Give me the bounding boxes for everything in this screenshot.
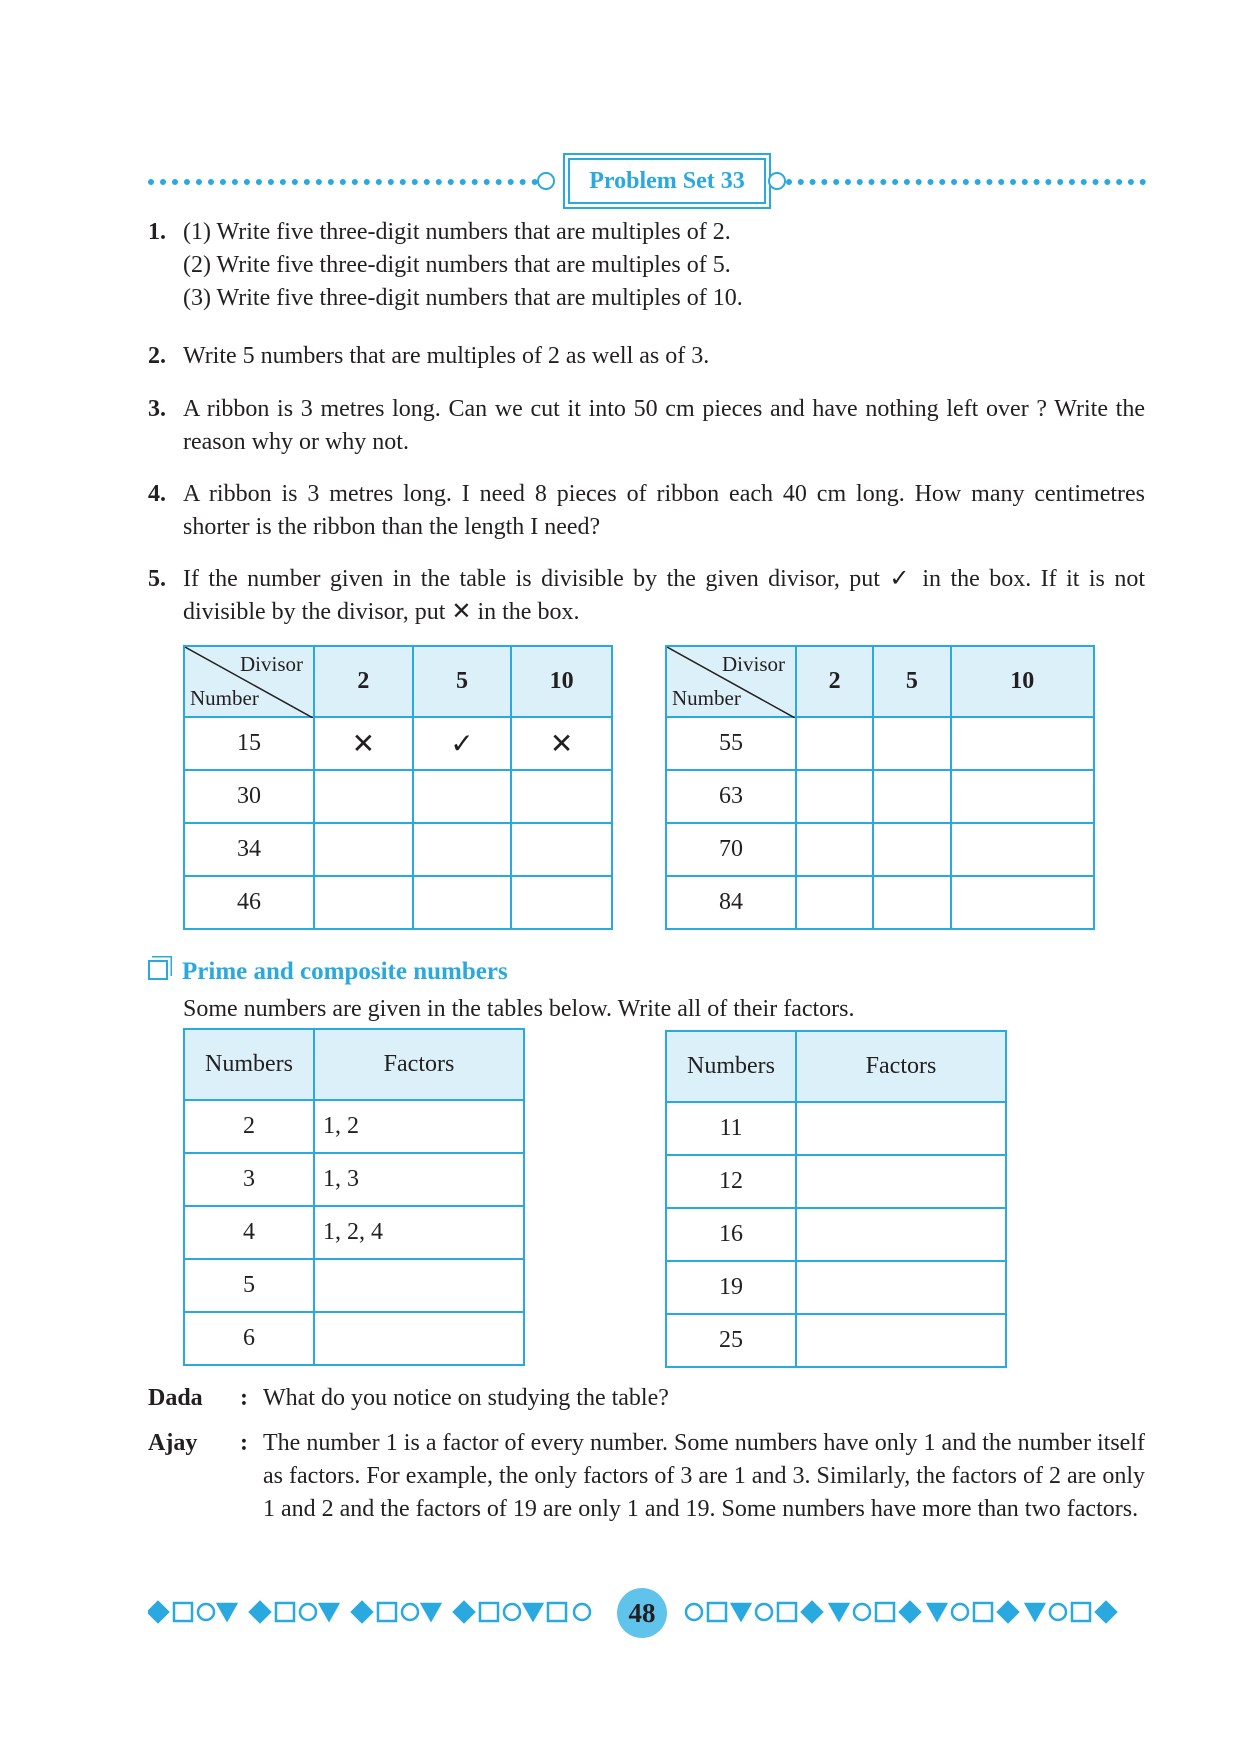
speaker-name: Ajay xyxy=(148,1430,198,1456)
factors-cell[interactable] xyxy=(796,1102,1006,1155)
factors-cell[interactable] xyxy=(314,1312,524,1365)
question-number: 3. xyxy=(148,396,166,422)
table-row xyxy=(666,770,1094,823)
factors-cell[interactable] xyxy=(796,1155,1006,1208)
question-number: 4. xyxy=(148,481,166,507)
column-header-numbers: Numbers xyxy=(666,1031,796,1102)
header-ornament-left xyxy=(537,172,555,190)
question-3 xyxy=(148,393,1145,459)
table-row xyxy=(184,1100,524,1153)
question-text: A ribbon is 3 metres long. Can we cut it into 50 cm pieces and have nothing left over ? Write the reason why or why not. xyxy=(183,396,1145,455)
column-header-factors: Factors xyxy=(796,1031,1006,1102)
dialogue-line-ajay xyxy=(148,1427,1145,1526)
factors-cell[interactable] xyxy=(314,1259,524,1312)
number-cell: 12 xyxy=(666,1155,796,1208)
mark-box[interactable] xyxy=(873,770,950,823)
question-line: (2) Write five three-digit numbers that are multiples of 5. xyxy=(183,252,731,278)
dialogue-line-dada xyxy=(148,1382,1145,1415)
checkbox-square-icon xyxy=(148,960,168,980)
question-line: (3) Write five three-digit numbers that are multiples of 10. xyxy=(183,285,743,311)
section-intro: Some numbers are given in the tables below. Write all of their factors. xyxy=(183,996,855,1022)
table-row xyxy=(184,823,612,876)
table-row xyxy=(184,770,612,823)
factor-table-left xyxy=(183,1028,525,1366)
dialogue-text: The number 1 is a factor of every number. Some numbers have only 1 and the number itself as factors. For example, the only factors of 3 are 1 and 3. Similarly, the factors of 2 are only 1 and 2 and the factors of 19 are only 1 and 19. Some numbers have more than two factors. xyxy=(263,1430,1145,1522)
speaker-colon: : xyxy=(240,1385,248,1411)
mark-box[interactable] xyxy=(873,717,950,770)
mark-box[interactable] xyxy=(796,770,873,823)
question-line: (1) Write five three-digit numbers that are multiples of 2. xyxy=(183,219,731,245)
question-text: Write 5 numbers that are multiples of 2 as well as of 3. xyxy=(183,343,710,369)
mark-box[interactable] xyxy=(951,876,1095,929)
table-row xyxy=(184,717,612,770)
mark-box[interactable] xyxy=(413,823,512,876)
number-cell: 15 xyxy=(184,717,314,770)
divisor-header: 10 xyxy=(951,646,1095,717)
speaker-colon: : xyxy=(240,1430,248,1456)
mark-box[interactable] xyxy=(314,876,413,929)
speaker-name: Dada xyxy=(148,1385,203,1411)
table-row xyxy=(184,1206,524,1259)
table-row xyxy=(666,876,1094,929)
problem-set-title: Problem Set 33 xyxy=(568,158,766,204)
mark-box[interactable] xyxy=(951,823,1095,876)
factors-cell[interactable] xyxy=(796,1314,1006,1367)
mark-box[interactable]: ✕ xyxy=(314,717,413,770)
footer-ornament-left xyxy=(148,1592,608,1632)
question-text: If the number given in the table is divisible by the given divisor, put ✓ in the box. If it is not divisible by the divisor, put ✕ in the box. xyxy=(183,566,1145,625)
footer-ornament-right xyxy=(684,1592,1144,1632)
question-number: 1. xyxy=(148,219,166,245)
factors-cell[interactable] xyxy=(796,1261,1006,1314)
factors-cell[interactable]: 1, 2, 4 xyxy=(314,1206,524,1259)
column-header-numbers: Numbers xyxy=(184,1029,314,1100)
section-heading xyxy=(148,958,508,986)
table-corner-header xyxy=(184,646,314,717)
corner-number-label: Number xyxy=(672,686,741,710)
corner-divisor-label: Divisor xyxy=(722,652,785,676)
divisor-header: 10 xyxy=(511,646,612,717)
number-cell: 30 xyxy=(184,770,314,823)
number-cell: 6 xyxy=(184,1312,314,1365)
factors-cell[interactable]: 1, 3 xyxy=(314,1153,524,1206)
mark-box[interactable] xyxy=(951,770,1095,823)
table-row xyxy=(666,717,1094,770)
number-cell: 2 xyxy=(184,1100,314,1153)
mark-box[interactable] xyxy=(314,823,413,876)
factors-cell[interactable] xyxy=(796,1208,1006,1261)
question-4 xyxy=(148,478,1145,544)
mark-box[interactable] xyxy=(796,876,873,929)
number-cell: 55 xyxy=(666,717,796,770)
header-ornament-right xyxy=(768,172,786,190)
number-cell: 70 xyxy=(666,823,796,876)
divisor-header: 5 xyxy=(873,646,950,717)
question-text: A ribbon is 3 metres long. I need 8 pieces of ribbon each 40 cm long. How many centimetres shorter is the ribbon than the length I need? xyxy=(183,481,1145,540)
number-cell: 4 xyxy=(184,1206,314,1259)
mark-box[interactable] xyxy=(413,770,512,823)
number-cell: 3 xyxy=(184,1153,314,1206)
table-row xyxy=(184,876,612,929)
divisor-table-left xyxy=(183,645,613,930)
factors-cell[interactable]: 1, 2 xyxy=(314,1100,524,1153)
mark-box[interactable] xyxy=(796,823,873,876)
divisor-header: 2 xyxy=(314,646,413,717)
mark-box[interactable]: ✕ xyxy=(511,717,612,770)
number-cell: 16 xyxy=(666,1208,796,1261)
number-cell: 34 xyxy=(184,823,314,876)
number-cell: 5 xyxy=(184,1259,314,1312)
table-row xyxy=(666,1208,1006,1261)
column-header-factors: Factors xyxy=(314,1029,524,1100)
table-row xyxy=(184,1259,524,1312)
table-row xyxy=(184,1312,524,1365)
dialogue-text: What do you notice on studying the table? xyxy=(263,1385,669,1411)
mark-box[interactable]: ✓ xyxy=(413,717,512,770)
table-row xyxy=(666,1261,1006,1314)
divisor-table-right xyxy=(665,645,1095,930)
mark-box[interactable] xyxy=(511,770,612,823)
header-dotted-rule-right xyxy=(786,179,1146,185)
factor-table-right xyxy=(665,1030,1007,1368)
table-row xyxy=(184,1153,524,1206)
number-cell: 25 xyxy=(666,1314,796,1367)
mark-box[interactable] xyxy=(796,717,873,770)
mark-box[interactable] xyxy=(413,876,512,929)
mark-box[interactable] xyxy=(873,876,950,929)
question-number: 5. xyxy=(148,566,166,592)
number-cell: 63 xyxy=(666,770,796,823)
mark-box[interactable] xyxy=(951,717,1095,770)
mark-box[interactable] xyxy=(511,876,612,929)
divisor-header: 5 xyxy=(413,646,512,717)
section-heading-text: Prime and composite numbers xyxy=(182,958,508,985)
table-row xyxy=(666,1155,1006,1208)
number-cell: 46 xyxy=(184,876,314,929)
number-cell: 84 xyxy=(666,876,796,929)
corner-divisor-label: Divisor xyxy=(240,652,303,676)
table-corner-header xyxy=(666,646,796,717)
number-cell: 19 xyxy=(666,1261,796,1314)
header-dotted-rule-left xyxy=(148,179,538,185)
table-row xyxy=(666,823,1094,876)
question-number: 2. xyxy=(148,343,166,369)
mark-box[interactable] xyxy=(314,770,413,823)
question-1 xyxy=(148,216,1145,315)
number-cell: 11 xyxy=(666,1102,796,1155)
question-2 xyxy=(148,340,1145,373)
mark-box[interactable] xyxy=(511,823,612,876)
page-number: 48 xyxy=(617,1588,667,1638)
divisor-header: 2 xyxy=(796,646,873,717)
mark-box[interactable] xyxy=(873,823,950,876)
question-5 xyxy=(148,563,1145,629)
table-row xyxy=(666,1314,1006,1367)
table-row xyxy=(666,1102,1006,1155)
corner-number-label: Number xyxy=(190,686,259,710)
